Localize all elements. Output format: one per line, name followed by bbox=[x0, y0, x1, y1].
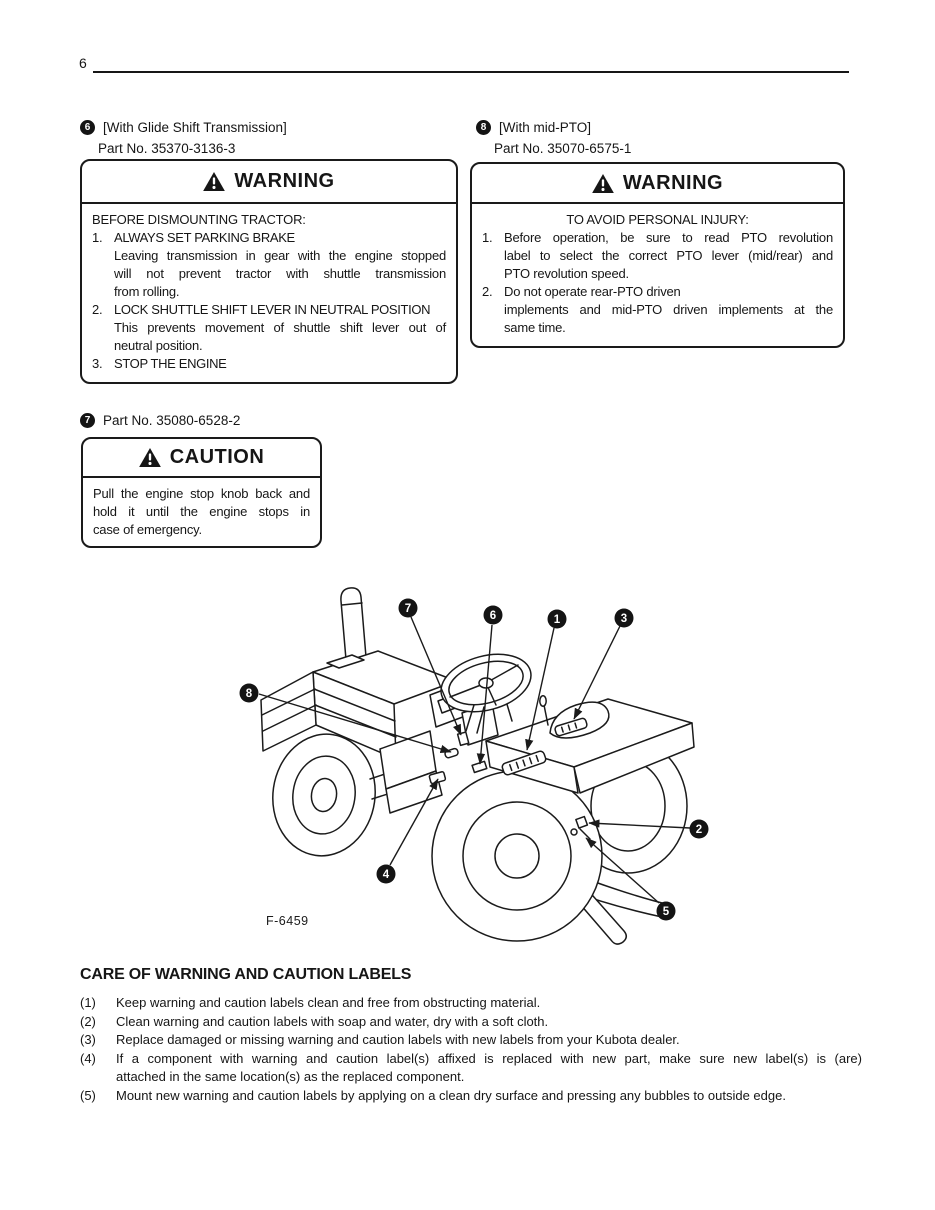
item-line: PTO revolution speed. bbox=[504, 266, 629, 281]
warning-triangle-icon bbox=[139, 448, 161, 467]
item-line: Before operation, be sure to read PTO revolution bbox=[504, 230, 833, 245]
warning-box-glide-shift-header bbox=[82, 161, 456, 204]
item-line: implements and mid-PTO driven implements at the bbox=[504, 302, 833, 317]
item-line: Leaving transmission in gear with the engine stopped bbox=[114, 248, 446, 263]
item-line: will not prevent tractor with shuttle transmission bbox=[114, 266, 446, 281]
tractor-figure bbox=[230, 573, 710, 945]
item-7-marker: 7 bbox=[80, 413, 95, 428]
engine-stop-heading bbox=[80, 413, 240, 428]
item-line: Do not operate rear-PTO driven bbox=[504, 284, 681, 299]
svg-text:5: 5 bbox=[662, 906, 670, 918]
callout-4 bbox=[377, 865, 396, 884]
page-number: 6 bbox=[79, 55, 87, 71]
care-item-2 bbox=[80, 1013, 862, 1032]
warning-title: WARNING bbox=[622, 171, 724, 194]
care-item-line: Keep warning and caution labels clean and free from obstructing material. bbox=[116, 995, 541, 1010]
svg-text:8: 8 bbox=[245, 688, 253, 700]
svg-text:2: 2 bbox=[695, 824, 703, 836]
callout-3 bbox=[615, 609, 634, 628]
item-6-marker: 6 bbox=[80, 120, 95, 135]
care-item-5 bbox=[80, 1087, 862, 1106]
item-text bbox=[504, 229, 833, 283]
care-item-line: Clean warning and caution labels with soap and water, dry with a soft cloth. bbox=[116, 1013, 549, 1029]
warning-intro: BEFORE DISMOUNTING TRACTOR: bbox=[92, 212, 306, 227]
mid-pto-heading-text: [With mid-PTO] bbox=[499, 120, 592, 135]
warning-box-mid-pto-body bbox=[472, 204, 843, 337]
caution-box-header bbox=[83, 439, 320, 478]
warning-title: WARNING bbox=[234, 170, 335, 192]
caution-label-7-decal bbox=[458, 732, 469, 745]
caution-line: hold it until the engine stops in bbox=[93, 504, 310, 519]
caution-line: case of emergency. bbox=[93, 522, 202, 537]
caution-box-body bbox=[83, 478, 320, 539]
header-rule bbox=[93, 71, 849, 73]
caution-line: Pull the engine stop knob back and bbox=[93, 486, 310, 501]
warning-box-mid-pto bbox=[470, 162, 845, 348]
warning-item-2 bbox=[482, 283, 833, 337]
svg-text:4: 4 bbox=[382, 869, 390, 881]
tractor-illustration bbox=[230, 573, 710, 945]
tractor-lever-knob bbox=[540, 696, 546, 706]
warning-item-3 bbox=[92, 355, 446, 373]
glide-shift-part-no: Part No. 35370-3136-3 bbox=[98, 141, 236, 156]
caution-box-engine-stop bbox=[81, 437, 322, 548]
figure-code-label: F-6459 bbox=[266, 914, 309, 928]
callout-6 bbox=[484, 606, 503, 625]
engine-stop-part-no: Part No. 35080-6528-2 bbox=[103, 413, 241, 428]
item-text bbox=[504, 283, 833, 337]
glide-shift-heading-text: [With Glide Shift Transmission] bbox=[103, 120, 287, 135]
item-number: 2. bbox=[92, 302, 103, 317]
care-item-number: (4) bbox=[80, 1050, 96, 1066]
svg-text:6: 6 bbox=[489, 610, 497, 622]
item-headline: LOCK SHUTTLE SHIFT LEVER IN NEUTRAL POSITION bbox=[114, 302, 431, 317]
care-item-4 bbox=[80, 1050, 862, 1087]
item-number: 3. bbox=[92, 356, 103, 371]
item-number: 1. bbox=[482, 230, 493, 245]
item-line: label to select the correct PTO lever (mid/rear) and bbox=[504, 248, 833, 263]
warning-box-glide-shift-body bbox=[82, 204, 456, 373]
care-item-3 bbox=[80, 1031, 862, 1050]
item-number: 1. bbox=[92, 230, 103, 245]
callout-5 bbox=[657, 902, 676, 921]
care-item-line: Mount new warning and caution labels by applying on a clean dry surface and pressing any bubbles to outside edge. bbox=[116, 1087, 786, 1103]
warning-item-2 bbox=[92, 301, 446, 355]
care-item-number: (2) bbox=[80, 1013, 96, 1029]
item-headline: ALWAYS SET PARKING BRAKE bbox=[114, 230, 295, 245]
warning-box-glide-shift bbox=[80, 159, 458, 384]
item-line: same time. bbox=[504, 320, 566, 335]
item-line: This prevents movement of shuttle shift lever out of bbox=[114, 320, 446, 335]
care-section-title: CARE OF WARNING AND CAUTION LABELS bbox=[80, 966, 412, 983]
svg-text:3: 3 bbox=[620, 613, 628, 625]
warning-box-mid-pto-header bbox=[472, 164, 843, 204]
item-text bbox=[114, 301, 446, 355]
item-number: 2. bbox=[482, 284, 493, 299]
callout-2 bbox=[690, 820, 709, 839]
care-item-line: If a component with warning and caution label(s) affixed is replaced with new part, make sure new label(s) is (are) bbox=[116, 1050, 862, 1066]
glide-shift-heading bbox=[80, 120, 287, 135]
care-item-line: attached in the same location(s) as the replaced component. bbox=[116, 1069, 465, 1085]
tractor-rear-wheel-near bbox=[432, 771, 602, 941]
warning-intro: TO AVOID PERSONAL INJURY: bbox=[566, 212, 749, 227]
callout-8 bbox=[240, 684, 259, 703]
care-item-number: (5) bbox=[80, 1087, 96, 1103]
mid-pto-part-no: Part No. 35070-6575-1 bbox=[494, 141, 632, 156]
item-text bbox=[114, 229, 446, 301]
care-item-1 bbox=[80, 994, 862, 1013]
warning-triangle-icon bbox=[592, 174, 614, 193]
care-section bbox=[80, 966, 862, 1106]
item-8-marker: 8 bbox=[476, 120, 491, 135]
tractor-front-wheel bbox=[265, 727, 383, 862]
callout-1 bbox=[548, 610, 567, 629]
svg-text:1: 1 bbox=[553, 614, 561, 626]
item-headline: STOP THE ENGINE bbox=[114, 356, 227, 371]
item-text bbox=[114, 355, 446, 373]
care-item-number: (1) bbox=[80, 995, 96, 1010]
care-item-line: Replace damaged or missing warning and caution labels with new labels from your Kubota dealer. bbox=[116, 1032, 680, 1048]
item-line: from rolling. bbox=[114, 284, 180, 299]
warning-triangle-icon bbox=[203, 172, 225, 191]
callout-7 bbox=[399, 599, 418, 618]
care-item-number: (3) bbox=[80, 1032, 96, 1048]
svg-text:7: 7 bbox=[404, 603, 412, 615]
warning-item-1 bbox=[482, 229, 833, 283]
item-line: neutral position. bbox=[114, 338, 203, 353]
caution-title: CAUTION bbox=[169, 446, 265, 468]
mid-pto-heading bbox=[476, 120, 591, 135]
warning-item-1 bbox=[92, 229, 446, 301]
warning-label-8-decal bbox=[444, 748, 459, 759]
